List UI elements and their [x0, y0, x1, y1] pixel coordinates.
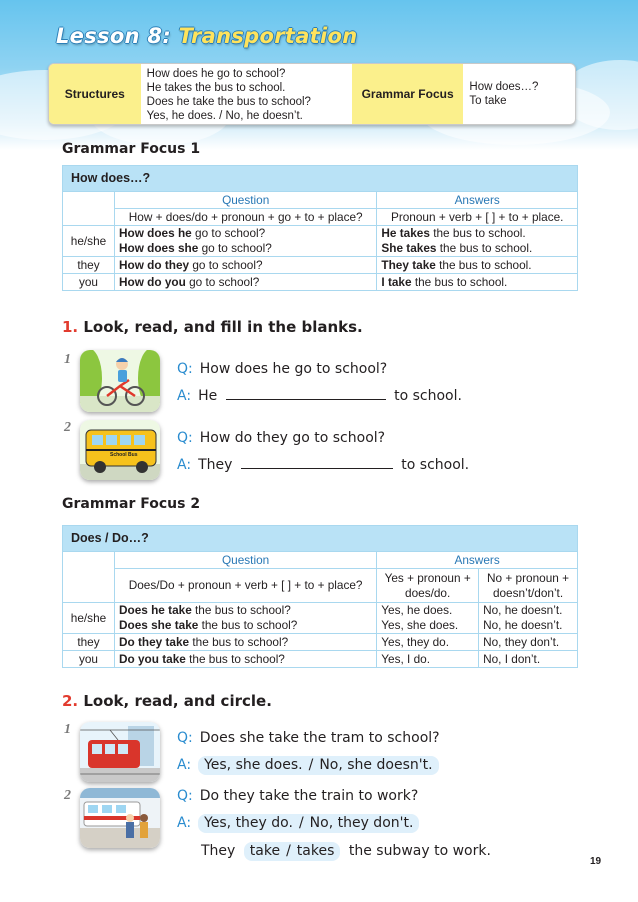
grammar-focus-1-heading: Grammar Focus 1: [62, 141, 201, 157]
grammar-focus-1-table: [62, 165, 578, 291]
pattern-yes: [377, 569, 479, 603]
answer-bold: He takes: [381, 226, 430, 240]
answer-end: to school.: [401, 457, 470, 473]
a-label: A:: [177, 757, 192, 773]
exercise-2-heading: [62, 692, 272, 710]
answer-blank[interactable]: [241, 457, 393, 469]
question-cell: [114, 651, 376, 668]
pattern-no: [479, 569, 578, 603]
pattern-question: Does/Do + pronoun + verb + [ ] + to + place?: [114, 569, 376, 603]
answer-option-yes[interactable]: Yes, they do.: [204, 815, 293, 831]
exercise-number: 1.: [62, 318, 79, 336]
structures-lines: [141, 64, 352, 124]
question-rest: the bus to school?: [191, 603, 291, 617]
answer-start: They: [198, 457, 233, 473]
structure-line: He takes the bus to school.: [146, 82, 286, 94]
verb-option-take[interactable]: take: [249, 843, 281, 859]
exercise-title: Look, read, and fill in the blanks.: [83, 318, 363, 336]
answer-start: He: [198, 388, 218, 404]
q-label: Q:: [177, 361, 193, 377]
structures-box: [48, 63, 576, 125]
train-picture: [80, 788, 160, 848]
lesson-title-topic: Transportation: [178, 24, 358, 48]
answer-line: [177, 388, 462, 404]
answer-blank[interactable]: [226, 388, 386, 400]
table-empty-cell: [63, 552, 115, 603]
question-bold: How do you: [118, 274, 186, 289]
table-title-row: [63, 526, 578, 552]
pronoun-cell: they: [63, 634, 115, 651]
question-rest: the bus to school?: [189, 634, 289, 649]
yes-answer-cell: [377, 603, 479, 634]
question-rest: go to school?: [185, 274, 260, 289]
pattern-question: How + does/do + pronoun + go + to + place?: [114, 209, 376, 226]
grammar-focus-line: To take: [469, 95, 507, 107]
slash-separator: /: [308, 757, 314, 773]
tram-picture: [80, 722, 160, 782]
answer-cell: [377, 274, 578, 291]
bicycle-picture: [80, 350, 160, 412]
item-number: 1: [64, 352, 71, 367]
answer-options-pill: [198, 814, 419, 833]
sentence-line: [201, 842, 491, 861]
table-title: Does / Do…?: [63, 526, 578, 552]
answer-option-yes[interactable]: Yes, she does.: [204, 757, 303, 773]
answer-end: to school.: [394, 388, 462, 404]
table-pattern-row: [63, 209, 578, 226]
pronoun-cell: they: [63, 257, 115, 274]
verb-option-takes[interactable]: takes: [296, 843, 335, 859]
table-row: [63, 274, 578, 291]
question-line: [177, 730, 440, 746]
question-bold: How does she: [118, 241, 199, 255]
tram-illustration: [80, 722, 160, 782]
train-station-illustration: [80, 788, 160, 848]
grammar-focus-2-table: [62, 525, 578, 668]
pattern-yes-line: does/do.: [405, 585, 451, 600]
answer-option-no[interactable]: No, they don't.: [309, 815, 414, 831]
a-label: A:: [177, 815, 192, 831]
verb-options-pill: [244, 842, 341, 861]
pronoun-cell: you: [63, 274, 115, 291]
table-row: [63, 226, 578, 257]
table-row: [63, 651, 578, 668]
question-rest: go to school?: [189, 257, 263, 272]
answer-cell: [377, 257, 578, 274]
school-bus-picture: [80, 420, 160, 480]
table-row: [63, 603, 578, 634]
structure-line: Does he take the bus to school?: [146, 96, 311, 108]
question-cell: [114, 634, 376, 651]
exercise-number: 2.: [62, 692, 79, 710]
question-rest: the bus to school?: [198, 618, 298, 632]
exercise-title: Look, read, and circle.: [83, 692, 272, 710]
grammar-focus-line: How does…?: [469, 81, 539, 93]
bicycle-illustration: [80, 350, 160, 412]
pattern-no-line: doesn’t/don’t.: [492, 585, 564, 600]
table-empty-cell: [63, 192, 115, 226]
question-rest: go to school?: [191, 226, 266, 240]
answer-rest: the bus to school.: [411, 274, 508, 289]
question-cell: [114, 274, 376, 291]
no-answer: No, he doesn’t.: [483, 603, 563, 617]
sentence-start: They: [201, 843, 236, 859]
pattern-answer: Pronoun + verb + [ ] + to + place.: [377, 209, 578, 226]
column-header-answers: Answers: [377, 552, 578, 569]
answer-rest: the bus to school.: [436, 241, 533, 255]
grammar-focus-label: Grammar Focus: [352, 64, 464, 124]
question-bold: How do they: [118, 257, 190, 272]
answer-rest: the bus to school.: [429, 226, 526, 240]
yes-answer: Yes, she does.: [381, 618, 459, 632]
pronoun-cell: you: [63, 651, 115, 668]
slash-separator: /: [286, 843, 291, 859]
q-label: Q:: [177, 430, 193, 446]
item-number: 2: [64, 420, 71, 435]
question-line: [177, 430, 385, 446]
column-header-question: Question: [114, 192, 376, 209]
pattern-no-line: No + pronoun +: [487, 570, 570, 585]
pattern-yes-line: Yes + pronoun +: [384, 570, 471, 585]
no-answer: No, he doesn’t.: [483, 618, 563, 632]
item-number: 1: [64, 722, 71, 737]
q-label: Q:: [177, 788, 193, 804]
yes-answer: Yes, they do.: [377, 634, 479, 651]
grammar-focus-2-heading: Grammar Focus 2: [62, 496, 201, 512]
school-bus-illustration: [80, 420, 160, 480]
question-bold: How does he: [118, 226, 192, 240]
table-header-row: [63, 552, 578, 569]
answer-line: [177, 756, 439, 775]
question-rest: go to school?: [198, 241, 272, 255]
answer-option-no[interactable]: No, she doesn't.: [319, 757, 433, 773]
pronoun-cell: he/she: [63, 603, 115, 634]
a-label: A:: [177, 388, 192, 404]
table-title-row: [63, 166, 578, 192]
yes-answer: Yes, I do.: [377, 651, 479, 668]
question-line: [177, 788, 418, 804]
table-row: [63, 257, 578, 274]
table-pattern-row: [63, 569, 578, 603]
no-answer-cell: [479, 603, 578, 634]
question-text: Does she take the tram to school?: [199, 730, 440, 746]
page-number: 19: [590, 856, 602, 867]
answer-line: [177, 457, 469, 473]
structure-line: Yes, he does. / No, he doesn’t.: [146, 110, 303, 122]
no-answer: No, I don’t.: [479, 651, 578, 668]
q-label: Q:: [177, 730, 193, 746]
table-title: How does…?: [63, 166, 578, 192]
answer-bold: I take: [381, 274, 412, 289]
lesson-title-prefix: Lesson 8:: [56, 24, 172, 48]
a-label: A:: [177, 457, 192, 473]
yes-answer: Yes, he does.: [381, 603, 453, 617]
question-cell: [114, 603, 376, 634]
pronoun-cell: he/she: [63, 226, 115, 257]
question-bold: Do you take: [118, 651, 186, 666]
item-number: 2: [64, 788, 71, 803]
column-header-question: Question: [114, 552, 376, 569]
grammar-focus-lines: [463, 64, 575, 124]
question-line: [177, 361, 387, 377]
answer-rest: the bus to school.: [435, 257, 532, 272]
question-bold: Does he take: [118, 603, 192, 617]
answer-options-pill: [198, 756, 438, 775]
structures-label: Structures: [49, 64, 141, 124]
column-header-answers: Answers: [377, 192, 578, 209]
answer-bold: They take: [381, 257, 436, 272]
answer-bold: She takes: [381, 241, 437, 255]
question-bold: Does she take: [118, 618, 199, 632]
table-row: [63, 634, 578, 651]
bus-sign: School Bus: [110, 452, 138, 458]
no-answer: No, they don’t.: [479, 634, 578, 651]
question-bold: Do they take: [118, 634, 190, 649]
question-text: How do they go to school?: [199, 430, 386, 446]
lesson-title: [56, 24, 358, 48]
question-rest: the bus to school?: [185, 651, 285, 666]
question-text: Do they take the train to work?: [199, 788, 419, 804]
table-header-row: [63, 192, 578, 209]
slash-separator: /: [298, 815, 304, 831]
question-cell: [114, 226, 376, 257]
structure-line: How does he go to school?: [146, 68, 286, 80]
question-text: How does he go to school?: [199, 361, 388, 377]
exercise-1-heading: [62, 318, 363, 336]
answer-cell: [377, 226, 578, 257]
question-cell: [114, 257, 376, 274]
sentence-end: the subway to work.: [348, 843, 491, 859]
answer-line: [177, 814, 419, 833]
